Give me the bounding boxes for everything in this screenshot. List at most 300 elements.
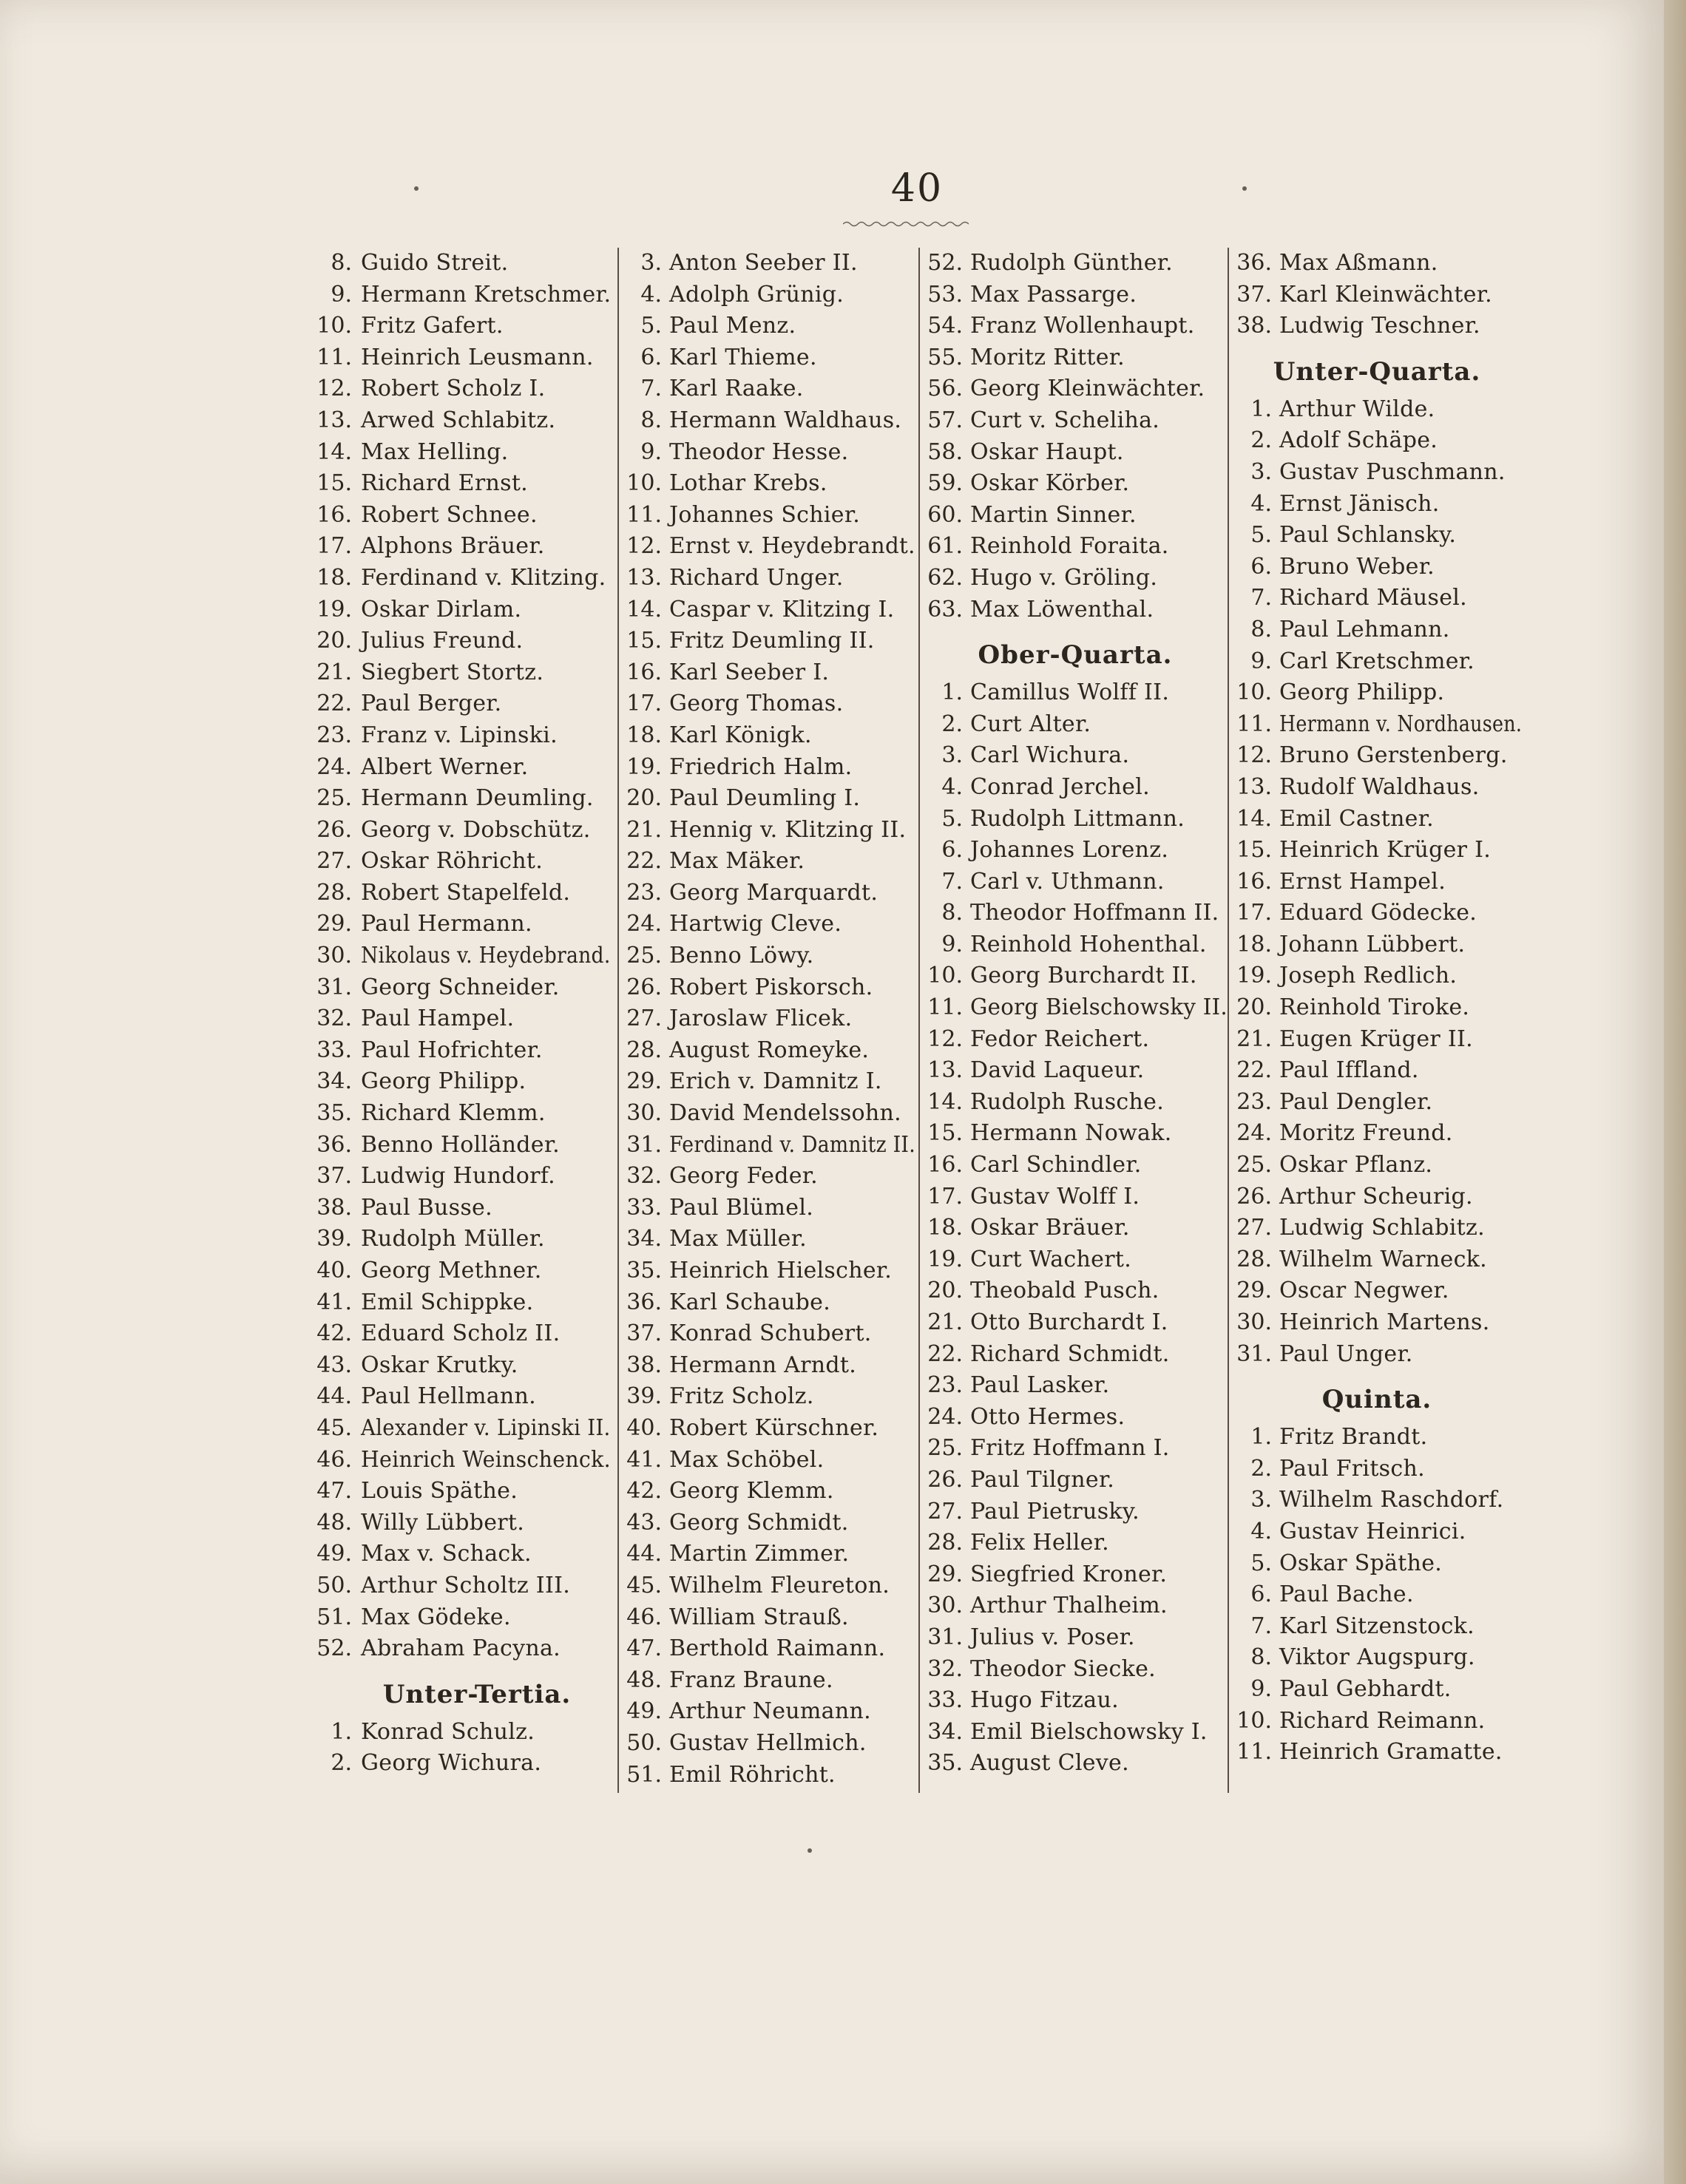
entry-number: 22. bbox=[626, 848, 662, 875]
entry-number: 60. bbox=[927, 501, 963, 528]
list-item bbox=[296, 594, 614, 626]
student-name: Robert Piskorsch. bbox=[669, 974, 873, 1000]
list-item bbox=[296, 1717, 614, 1749]
list-item bbox=[296, 878, 614, 909]
student-name: Oskar Röhricht. bbox=[361, 848, 544, 875]
list-item bbox=[619, 688, 918, 720]
student-name: August Romeyke. bbox=[669, 1037, 870, 1063]
list-item bbox=[1229, 992, 1525, 1024]
student-name: Friedrich Halm. bbox=[669, 753, 853, 780]
student-name: Karl Kleinwächter. bbox=[1279, 281, 1492, 308]
entry-number: 6. bbox=[1250, 553, 1272, 580]
student-name: Robert Stapelfeld. bbox=[361, 879, 571, 906]
student-name: Eduard Scholz II. bbox=[361, 1320, 561, 1347]
student-name: Karl Raake. bbox=[669, 376, 804, 402]
student-name: Ludwig Schlabitz. bbox=[1279, 1215, 1485, 1241]
list-item bbox=[1229, 646, 1525, 678]
entry-number: 6. bbox=[640, 344, 662, 370]
list-item bbox=[1229, 1150, 1525, 1181]
student-name: Georg v. Dobschütz. bbox=[361, 816, 591, 843]
entry-number: 15. bbox=[927, 1120, 963, 1147]
entry-number: 21. bbox=[316, 659, 352, 685]
student-name: Fritz Brandt. bbox=[1279, 1424, 1428, 1451]
student-name: Gustav Wolff I. bbox=[970, 1183, 1140, 1210]
student-name: Max Passarge. bbox=[970, 281, 1137, 308]
list-item bbox=[1229, 1485, 1525, 1516]
student-name: Ferdinand v. Klitzing. bbox=[361, 564, 606, 591]
list-item bbox=[619, 468, 918, 500]
student-name: Franz v. Lipinski. bbox=[361, 722, 558, 748]
list-item bbox=[920, 1622, 1230, 1654]
student-name: Konrad Schulz. bbox=[361, 1718, 535, 1745]
student-name: Max Müller. bbox=[669, 1226, 807, 1252]
student-name: Moritz Ritter. bbox=[970, 344, 1125, 370]
student-name: Karl Königk. bbox=[669, 722, 812, 748]
list-item bbox=[920, 992, 1230, 1024]
student-name: Franz Wollenhaupt. bbox=[970, 313, 1195, 339]
wavy-rule-ornament bbox=[843, 220, 969, 228]
entry-number: 20. bbox=[316, 628, 352, 654]
student-name: Hermann Waldhaus. bbox=[669, 407, 902, 433]
student-name: Johannes Schier. bbox=[669, 501, 861, 528]
list-item bbox=[619, 1539, 918, 1570]
entry-number: 56. bbox=[927, 376, 963, 402]
entry-number: 12. bbox=[927, 1025, 963, 1052]
entry-number: 18. bbox=[1236, 931, 1272, 957]
list-item bbox=[296, 1224, 614, 1255]
student-name: Heinrich Krüger I. bbox=[1279, 837, 1492, 864]
list-item bbox=[1229, 772, 1525, 804]
list-item bbox=[619, 752, 918, 784]
list-item bbox=[619, 563, 918, 594]
list-item bbox=[619, 1413, 918, 1445]
list-item bbox=[1229, 583, 1525, 614]
entry-number: 17. bbox=[927, 1183, 963, 1210]
list-item bbox=[619, 1476, 918, 1508]
entry-number: 2. bbox=[331, 1750, 352, 1777]
student-name: Paul Bache. bbox=[1279, 1581, 1414, 1608]
student-name: Hugo v. Gröling. bbox=[970, 564, 1158, 591]
list-item bbox=[1229, 804, 1525, 835]
student-name: Georg Thomas. bbox=[669, 691, 844, 717]
student-name: Franz Braune. bbox=[669, 1666, 833, 1693]
entry-number: 62. bbox=[927, 564, 963, 591]
entry-number: 15. bbox=[316, 470, 352, 497]
entry-number: 7. bbox=[1250, 1612, 1272, 1639]
list-item bbox=[296, 405, 614, 437]
list-item bbox=[296, 373, 614, 405]
list-item bbox=[619, 1570, 918, 1602]
entry-number: 27. bbox=[626, 1005, 662, 1032]
entry-number: 58. bbox=[927, 438, 963, 465]
list-item bbox=[920, 929, 1230, 961]
student-name: Emil Bielschowsky I. bbox=[970, 1718, 1208, 1745]
list-item bbox=[619, 1665, 918, 1697]
list-item bbox=[920, 1433, 1230, 1465]
student-name: Carl v. Uthmann. bbox=[970, 868, 1165, 895]
entry-number: 22. bbox=[316, 691, 352, 717]
student-name: Arthur Neumann. bbox=[669, 1698, 871, 1725]
entry-number: 30. bbox=[626, 1100, 662, 1127]
entry-number: 14. bbox=[1236, 805, 1272, 832]
list-item bbox=[920, 1213, 1230, 1244]
student-name: Erich v. Damnitz I. bbox=[669, 1068, 882, 1095]
entry-number: 5. bbox=[640, 313, 662, 339]
entry-number: 14. bbox=[316, 438, 352, 465]
entry-number: 23. bbox=[927, 1372, 963, 1399]
column-2 bbox=[617, 248, 918, 1793]
student-name: Adolph Grünig. bbox=[669, 281, 844, 308]
entry-number: 23. bbox=[1236, 1088, 1272, 1115]
list-item bbox=[296, 688, 614, 720]
list-item bbox=[296, 1633, 614, 1665]
entry-number: 16. bbox=[1236, 868, 1272, 895]
student-name: Oskar Krutky. bbox=[361, 1352, 518, 1378]
student-name: Rudolph Littmann. bbox=[970, 805, 1185, 832]
student-name: Robert Schnee. bbox=[361, 501, 538, 528]
student-name: Wilhelm Warneck. bbox=[1279, 1246, 1487, 1272]
student-name: Paul Gebhardt. bbox=[1279, 1675, 1452, 1702]
student-name: Richard Ernst. bbox=[361, 470, 529, 497]
list-item bbox=[1229, 1244, 1525, 1276]
student-name: Oskar Dirlam. bbox=[361, 596, 522, 623]
list-item bbox=[1229, 677, 1525, 709]
list-item bbox=[296, 437, 614, 469]
student-name: Georg Methner. bbox=[361, 1258, 542, 1283]
entry-number: 18. bbox=[316, 564, 352, 591]
entry-number: 3. bbox=[941, 742, 963, 769]
student-name: Eduard Gödecke. bbox=[1279, 900, 1477, 926]
entry-number: 31. bbox=[927, 1624, 963, 1650]
entry-number: 28. bbox=[927, 1530, 963, 1556]
list-item bbox=[296, 783, 614, 815]
entry-number: 19. bbox=[626, 753, 662, 780]
entry-number: 27. bbox=[1236, 1215, 1272, 1241]
entry-number: 17. bbox=[1236, 900, 1272, 926]
list-item bbox=[296, 279, 614, 311]
entry-number: 26. bbox=[316, 816, 352, 843]
list-item bbox=[619, 248, 918, 279]
student-name: Emil Schippke. bbox=[361, 1289, 534, 1315]
list-item bbox=[296, 311, 614, 342]
entry-number: 51. bbox=[316, 1604, 352, 1630]
student-name: Paul Lasker. bbox=[970, 1372, 1110, 1399]
list-item bbox=[920, 311, 1230, 342]
entry-number: 31. bbox=[316, 974, 352, 1000]
entry-number: 26. bbox=[927, 1466, 963, 1493]
entry-number: 5. bbox=[941, 805, 963, 832]
student-name: Max Mäker. bbox=[669, 848, 805, 875]
entry-number: 1. bbox=[1250, 1424, 1272, 1451]
entry-number: 24. bbox=[927, 1403, 963, 1430]
list-item bbox=[920, 960, 1230, 992]
entry-number: 9. bbox=[1250, 648, 1272, 674]
entry-number: 10. bbox=[1236, 1707, 1272, 1734]
entry-number: 12. bbox=[316, 376, 352, 402]
list-item bbox=[296, 720, 614, 752]
student-name: Max Gödeke. bbox=[361, 1604, 511, 1630]
entry-number: 50. bbox=[626, 1729, 662, 1756]
student-name: Paul Lehmann. bbox=[1279, 616, 1450, 642]
entry-number: 19. bbox=[927, 1246, 963, 1272]
entry-number: 21. bbox=[927, 1309, 963, 1335]
entry-number: 27. bbox=[316, 848, 352, 875]
entry-number: 1. bbox=[941, 679, 963, 706]
list-item bbox=[619, 846, 918, 878]
list-item bbox=[920, 468, 1230, 500]
student-name: Richard Reimann. bbox=[1279, 1707, 1486, 1734]
entry-number: 11. bbox=[1236, 711, 1272, 737]
student-name: Karl Sitzenstock. bbox=[1279, 1612, 1475, 1639]
list-item bbox=[920, 342, 1230, 374]
list-item bbox=[296, 500, 614, 532]
student-name: Adolf Schäpe. bbox=[1279, 427, 1438, 454]
student-name: Benno Löwy. bbox=[669, 943, 814, 969]
entry-number: 26. bbox=[626, 974, 662, 1000]
entry-number: 50. bbox=[316, 1572, 352, 1598]
list-item bbox=[920, 1402, 1230, 1434]
list-item bbox=[619, 1696, 918, 1728]
list-item bbox=[1229, 394, 1525, 426]
student-name: Curt v. Scheliha. bbox=[970, 407, 1160, 433]
entry-number: 34. bbox=[316, 1068, 352, 1095]
student-name: Oscar Negwer. bbox=[1279, 1278, 1449, 1304]
student-name: Paul Busse. bbox=[361, 1194, 492, 1221]
list-item bbox=[1229, 1579, 1525, 1611]
list-item bbox=[619, 1728, 918, 1760]
student-name: Martin Sinner. bbox=[970, 501, 1137, 528]
student-name: Robert Kürschner. bbox=[669, 1414, 879, 1441]
student-name: Albert Werner. bbox=[361, 753, 529, 780]
entry-number: 24. bbox=[316, 753, 352, 780]
student-name: Conrad Jerchel. bbox=[970, 773, 1150, 800]
entry-number: 25. bbox=[927, 1435, 963, 1462]
list-item bbox=[619, 531, 918, 563]
entry-number: 9. bbox=[331, 281, 352, 308]
student-name: Paul Schlansky. bbox=[1279, 522, 1457, 549]
list-item bbox=[619, 783, 918, 815]
entry-number: 16. bbox=[626, 659, 662, 685]
list-item bbox=[296, 342, 614, 374]
list-item bbox=[920, 500, 1230, 532]
list-item bbox=[1229, 1454, 1525, 1485]
entry-number: 48. bbox=[316, 1509, 352, 1536]
entry-number: 52. bbox=[316, 1635, 352, 1662]
student-name: Paul Hofrichter. bbox=[361, 1037, 543, 1063]
student-name: Paul Unger. bbox=[1279, 1340, 1413, 1367]
student-name: Richard Mäusel. bbox=[1279, 585, 1467, 611]
list-item bbox=[619, 500, 918, 532]
list-item bbox=[1229, 1213, 1525, 1244]
list-item bbox=[920, 1339, 1230, 1371]
list-item bbox=[619, 405, 918, 437]
list-item bbox=[920, 1496, 1230, 1528]
list-item bbox=[296, 752, 614, 784]
student-name: Ludwig Teschner. bbox=[1279, 313, 1480, 339]
list-item bbox=[296, 1003, 614, 1035]
student-name: Robert Scholz I. bbox=[361, 376, 546, 402]
student-name: Rudolph Müller. bbox=[361, 1226, 545, 1252]
list-item bbox=[920, 677, 1230, 709]
student-name: Theodor Hoffmann II. bbox=[970, 900, 1219, 926]
list-item bbox=[619, 1381, 918, 1413]
entry-number: 33. bbox=[927, 1687, 963, 1714]
entry-number: 43. bbox=[316, 1352, 352, 1378]
column-1 bbox=[296, 248, 614, 1780]
list-item bbox=[296, 815, 614, 847]
entry-number: 24. bbox=[626, 911, 662, 937]
entry-number: 8. bbox=[1250, 1644, 1272, 1671]
student-name: Jaroslaw Flicek. bbox=[669, 1005, 853, 1032]
list-item bbox=[619, 1255, 918, 1287]
student-name: David Laqueur. bbox=[970, 1057, 1145, 1084]
list-item bbox=[619, 625, 918, 657]
list-item bbox=[1229, 1516, 1525, 1548]
student-name: Georg Marquardt. bbox=[669, 879, 878, 906]
entry-number: 26. bbox=[1236, 1183, 1272, 1210]
entry-number: 28. bbox=[626, 1037, 662, 1063]
student-name: Heinrich Weinschenck. bbox=[361, 1446, 611, 1473]
entry-number: 29. bbox=[626, 1068, 662, 1095]
entry-number: 35. bbox=[626, 1258, 662, 1283]
list-item bbox=[920, 1118, 1230, 1150]
entry-number: 44. bbox=[316, 1383, 352, 1410]
entry-number: 22. bbox=[927, 1340, 963, 1367]
entry-number: 46. bbox=[626, 1604, 662, 1630]
student-name: Richard Unger. bbox=[669, 564, 844, 591]
student-name: Reinhold Tiroke. bbox=[1279, 994, 1470, 1021]
list-item bbox=[920, 1559, 1230, 1591]
entry-number: 12. bbox=[1236, 742, 1272, 769]
student-name: Konrad Schubert. bbox=[669, 1320, 872, 1347]
student-name: Anton Seeber II. bbox=[669, 250, 858, 276]
entry-number: 23. bbox=[626, 879, 662, 906]
student-name: Curt Wachert. bbox=[970, 1246, 1132, 1272]
entry-number: 48. bbox=[626, 1666, 662, 1693]
entry-number: 2. bbox=[941, 711, 963, 737]
list-item bbox=[619, 1130, 918, 1161]
student-name: Theobald Pusch. bbox=[970, 1278, 1159, 1304]
entry-number: 63. bbox=[927, 596, 963, 623]
student-name: Berthold Raimann. bbox=[669, 1635, 886, 1662]
class-heading: Unter-Tertia. bbox=[382, 1679, 572, 1709]
student-name: David Mendelssohn. bbox=[669, 1100, 901, 1127]
list-item bbox=[1229, 1706, 1525, 1737]
student-name: Hennig v. Klitzing II. bbox=[669, 816, 907, 843]
list-item bbox=[296, 1413, 614, 1445]
student-name: Wilhelm Raschdorf. bbox=[1279, 1487, 1504, 1513]
list-item bbox=[1229, 279, 1525, 311]
student-name: Emil Castner. bbox=[1279, 805, 1434, 832]
student-name: Gustav Heinrici. bbox=[1279, 1518, 1466, 1544]
list-item bbox=[920, 1244, 1230, 1276]
list-item bbox=[619, 1224, 918, 1255]
student-name: Eugen Krüger II. bbox=[1279, 1025, 1473, 1052]
entry-number: 4. bbox=[640, 281, 662, 308]
entry-number: 18. bbox=[927, 1215, 963, 1241]
student-name: Otto Burchardt I. bbox=[970, 1309, 1168, 1335]
list-item bbox=[296, 1255, 614, 1287]
entry-number: 35. bbox=[316, 1100, 352, 1127]
entry-number: 21. bbox=[626, 816, 662, 843]
list-item bbox=[920, 898, 1230, 929]
list-item bbox=[296, 909, 614, 940]
entry-number: 47. bbox=[626, 1635, 662, 1662]
speck bbox=[1242, 186, 1247, 191]
list-item bbox=[619, 1445, 918, 1476]
entry-number: 46. bbox=[316, 1446, 352, 1473]
entry-number: 11. bbox=[316, 344, 352, 370]
student-name: Hugo Fitzau. bbox=[970, 1687, 1119, 1714]
entry-number: 3. bbox=[1250, 458, 1272, 485]
student-name: Reinhold Foraita. bbox=[970, 533, 1169, 560]
list-item bbox=[296, 1287, 614, 1319]
class-heading: Ober-Quarta. bbox=[978, 640, 1173, 671]
list-item bbox=[920, 279, 1230, 311]
entry-number: 3. bbox=[640, 250, 662, 276]
list-item bbox=[619, 1760, 918, 1791]
list-item bbox=[619, 1350, 918, 1382]
student-name: Paul Hermann. bbox=[361, 911, 532, 937]
entry-number: 40. bbox=[316, 1258, 352, 1283]
list-item bbox=[920, 1150, 1230, 1181]
student-name: Siegbert Stortz. bbox=[361, 659, 544, 685]
entry-number: 39. bbox=[316, 1226, 352, 1252]
entry-number: 7. bbox=[941, 868, 963, 895]
class-heading: Unter-Quarta. bbox=[1273, 356, 1481, 387]
student-name: Paul Blümel. bbox=[669, 1194, 814, 1221]
entry-number: 45. bbox=[316, 1414, 352, 1441]
student-name: Paul Menz. bbox=[669, 313, 796, 339]
entry-number: 35. bbox=[927, 1750, 963, 1777]
list-item bbox=[1229, 740, 1525, 772]
list-item bbox=[1229, 1307, 1525, 1339]
entry-number: 59. bbox=[927, 470, 963, 497]
student-name: Fritz Gafert. bbox=[361, 313, 504, 339]
student-name: Lothar Krebs. bbox=[669, 470, 827, 497]
entry-number: 25. bbox=[626, 943, 662, 969]
list-item bbox=[1229, 1611, 1525, 1643]
list-item bbox=[920, 1717, 1230, 1749]
student-name: Max Löwenthal. bbox=[970, 596, 1154, 623]
list-item bbox=[1229, 520, 1525, 552]
list-item bbox=[920, 594, 1230, 626]
entry-number: 30. bbox=[316, 943, 352, 969]
student-name: Ferdinand v. Damnitz II. bbox=[669, 1131, 915, 1158]
student-name: Hermann Kretschmer. bbox=[361, 281, 612, 308]
student-name: Otto Hermes. bbox=[970, 1403, 1125, 1430]
student-name: Theodor Siecke. bbox=[970, 1655, 1156, 1682]
list-item bbox=[920, 1748, 1230, 1780]
list-item bbox=[920, 804, 1230, 835]
list-item bbox=[1229, 960, 1525, 992]
entry-number: 8. bbox=[640, 407, 662, 433]
student-name: Max Aßmann. bbox=[1279, 250, 1438, 276]
list-item bbox=[296, 1570, 614, 1602]
list-item bbox=[619, 720, 918, 752]
list-item bbox=[920, 1590, 1230, 1622]
entry-number: 32. bbox=[626, 1163, 662, 1190]
page-number: 40 bbox=[890, 166, 944, 211]
entry-number: 4. bbox=[941, 773, 963, 800]
student-name: Arthur Wilde. bbox=[1279, 396, 1435, 422]
entry-number: 20. bbox=[1236, 994, 1272, 1021]
student-name: Ludwig Hundorf. bbox=[361, 1163, 555, 1190]
entry-number: 21. bbox=[1236, 1025, 1272, 1052]
entry-number: 25. bbox=[1236, 1152, 1272, 1179]
student-name: Alexander v. Lipinski II. bbox=[361, 1414, 611, 1441]
list-item bbox=[920, 1654, 1230, 1686]
